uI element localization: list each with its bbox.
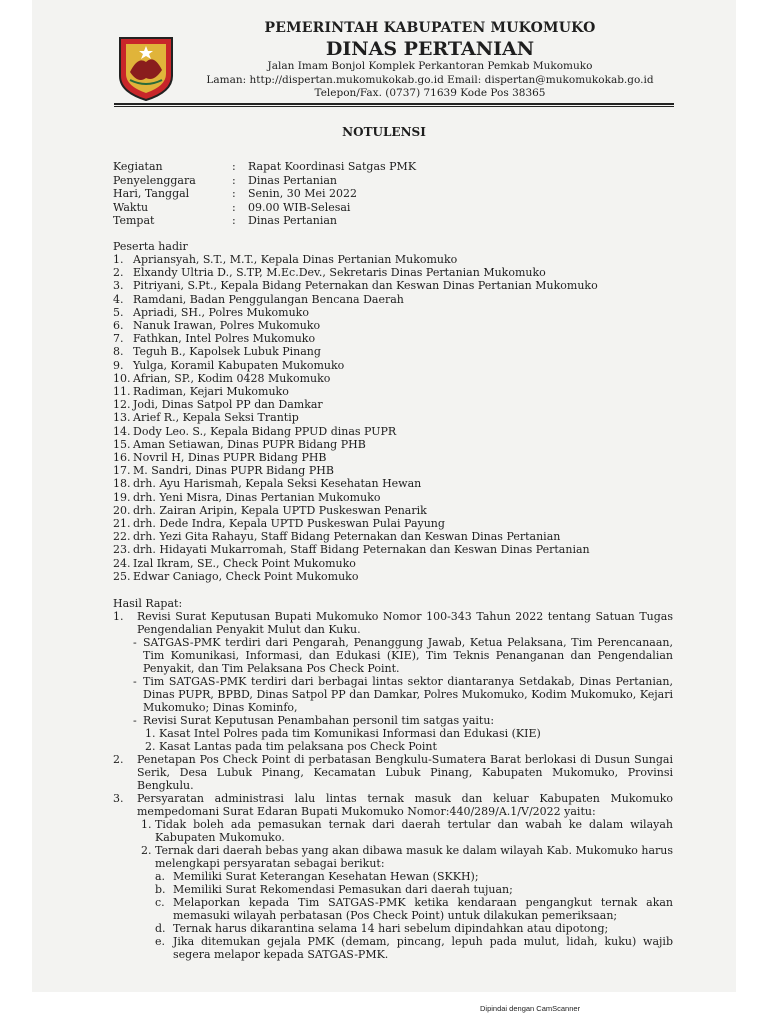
requirements-list: [113, 870, 673, 961]
participant-item: 25. Edwar Caniago, Check Point Mukomuko: [113, 569, 359, 583]
meeting-info: [113, 160, 416, 228]
participant-item: 17. M. Sandri, Dinas PUPR Bidang PHB: [113, 464, 334, 478]
address-line: Jalan Imam Bonjol Komplek Perkantoran Pemkab Mukomuko: [267, 60, 593, 72]
result-sub-item: 1. Tidak boleh ada pemasukan ternak dari daerah tertular dan wabah ke dalam wilayah Kabupaten Mukomuko.: [141, 818, 673, 844]
result-sub-item: 2. Ternak dari daerah bebas yang akan dibawa masuk ke dalam wilayah Kab. Mukomuko harus melengkapi persyaratan sebagai berikut:: [141, 844, 674, 870]
website-email-line: Laman: http://dispertan.mukomukokab.go.id Email: dispertan@mukomukokab.go.id: [206, 74, 654, 86]
info-value: 09.00 WIB-Selesai: [248, 200, 351, 214]
info-key: Kegiatan: [113, 160, 163, 173]
participants-label: Peserta hadir: [113, 240, 188, 253]
info-row: Tempat : Dinas Pertanian: [113, 214, 338, 227]
participant-item: 1. Apriansyah, S.T., M.T., Kepala Dinas Pertanian Mukomuko: [113, 253, 458, 266]
result-bullet: - SATGAS-PMK terdiri dari Pengarah, Penanggung Jawab, Ketua Pelaksana, Tim Perencanaan, Tim Komunikasi, Informasi, dan Edukasi (KIE), Tim Teknis Penanganan dan Pengendalian Penyakit, dan Tim Pelaksana Pos Check Point.: [133, 636, 673, 675]
participant-item: 18. drh. Ayu Harismah, Kepala Seksi Kesehatan Hewan: [113, 477, 422, 491]
document-title: NOTULENSI: [342, 125, 426, 139]
participant-item: 3. Pitriyani, S.Pt., Kepala Bidang Peternakan dan Keswan Dinas Pertanian Mukomuko: [113, 279, 598, 293]
participant-item: 9. Yulga, Koramil Kabupaten Mukomuko: [113, 358, 345, 372]
result-sub-item: 2. Kasat Lantas pada tim pelaksana pos Check Point: [145, 740, 437, 753]
participant-item: 21. drh. Dede Indra, Kepala UPTD Puskeswan Pulai Payung: [113, 517, 445, 531]
requirement-item: e. Jika ditemukan gejala PMK (demam, pincang, lepuh pada mulut, lidah, kuku) wajib segera melapor kepada SATGAS-PMK.: [155, 935, 673, 961]
info-key: Waktu: [113, 200, 149, 214]
participant-item: 24. Izal Ikram, SE., Check Point Mukomuko: [113, 556, 356, 570]
participant-item: 14. Dody Leo. S., Kepala Bidang PPUD dinas PUPR: [113, 424, 397, 438]
participant-item: 2. Elxandy Ultria D., S.TP, M.Ec.Dev., Sekretaris Dinas Pertanian Mukomuko: [113, 266, 546, 280]
info-key: Tempat: [113, 214, 155, 227]
result-bullet: - Revisi Surat Keputusan Penambahan personil tim satgas yaitu:: [133, 714, 495, 727]
info-value: Dinas Pertanian: [248, 214, 338, 227]
result-item-1: 1. Revisi Surat Keputusan Bupati Mukomuko Nomor 100-343 Tahun 2022 tentang Satuan Tugas Pengendalian Penyakit Mulut dan Kuku.: [113, 610, 673, 636]
info-row: Kegiatan : Rapat Koordinasi Satgas PMK: [113, 160, 417, 173]
participant-item: 11. Radiman, Kejari Mukomuko: [113, 385, 289, 399]
participant-item: 5. Apriadi, SH., Polres Mukomuko: [113, 305, 309, 319]
participant-item: 23. drh. Hidayati Mukarromah, Staff Bidang Peternakan dan Keswan Dinas Pertanian: [113, 543, 590, 557]
scanner-watermark: Dipindai dengan CamScanner: [480, 1004, 581, 1013]
participant-item: 19. drh. Yeni Misra, Dinas Pertanian Mukomuko: [113, 490, 381, 504]
government-name: PEMERINTAH KABUPATEN MUKOMUKO: [264, 20, 596, 36]
result-sub-item: 1. Kasat Intel Polres pada tim Komunikasi Informasi dan Edukasi (KIE): [145, 727, 541, 740]
participant-item: 6. Nanuk Irawan, Polres Mukomuko: [113, 319, 321, 333]
info-value: Rapat Koordinasi Satgas PMK: [248, 160, 417, 173]
header-divider-thick: [114, 103, 674, 105]
meeting-results: [113, 597, 673, 961]
participant-item: 13. Arief R., Kepala Seksi Trantip: [113, 411, 299, 425]
requirement-item: c. Melaporkan kepada Tim SATGAS-PMK ketika kendaraan pengangkut ternak akan memasuki wilayah perbatasan (Pos Check Point) untuk dilakukan pemeriksaan;: [155, 896, 673, 922]
results-label: Hasil Rapat:: [113, 597, 183, 610]
participant-item: 12. Jodi, Dinas Satpol PP dan Damkar: [113, 398, 323, 412]
header-divider-thin: [114, 106, 674, 107]
agency-name: DINAS PERTANIAN: [325, 38, 535, 60]
participant-item: 8. Teguh B., Kapolsek Lubuk Pinang: [113, 345, 321, 359]
result-bullet: - Tim SATGAS-PMK terdiri dari berbagai lintas sektor diantaranya Setdakab, Dinas Pertanian, Dinas PUPR, BPBD, Dinas Satpol PP dan Damkar, Polres Mukomuko, Kodim Mukomuko, Kejari Mukomuko; Dinas Kominfo,: [133, 675, 673, 714]
participants-list: [113, 253, 598, 583]
result-item-2: 2. Penetapan Pos Check Point di perbatasan Bengkulu-Sumatera Barat berlokasi di Dusun Sungai Serik, Desa Lubuk Pinang, Kecamatan Lubuk Pinang, Kabupaten Mukomuko, Provinsi Bengkulu.: [113, 753, 673, 792]
participant-item: 7. Fathkan, Intel Polres Mukomuko: [113, 332, 316, 346]
participant-item: 16. Novril H, Dinas PUPR Bidang PHB: [113, 451, 327, 465]
participant-item: 20. drh. Zairan Aripin, Kepala UPTD Puskeswan Penarik: [113, 503, 427, 517]
participant-item: 10. Afrian, SP., Kodim 0428 Mukomuko: [113, 371, 331, 385]
info-row: Hari, Tanggal : Senin, 30 Mei 2022: [113, 187, 358, 200]
participant-item: 22. drh. Yezi Gita Rahayu, Staff Bidang Peternakan dan Keswan Dinas Pertanian: [113, 530, 561, 544]
info-value: Dinas Pertanian: [248, 173, 338, 187]
info-key: Penyelenggara: [113, 173, 196, 187]
requirement-item: d. Ternak harus dikarantina selama 14 hari sebelum dipindahkan atau dipotong;: [155, 922, 609, 935]
info-key: Hari, Tanggal: [113, 187, 190, 200]
result-item-3: 3. Persyaratan administrasi lalu lintas ternak masuk dan keluar Kabupaten Mukomuko mempedomani Surat Edaran Bupati Mukomuko Nomor:440/289/A.1/V/2022 yaitu:: [113, 792, 673, 818]
requirement-item: b. Memiliki Surat Rekomendasi Pemasukan dari daerah tujuan;: [155, 883, 513, 896]
regency-emblem-logo: [114, 32, 178, 102]
participant-item: 4. Ramdani, Badan Penggulangan Bencana Daerah: [113, 292, 404, 306]
requirement-item: a. Memiliki Surat Keterangan Kesehatan Hewan (SKKH);: [155, 870, 479, 883]
participant-item: 15. Aman Setiawan, Dinas PUPR Bidang PHB: [113, 437, 366, 451]
info-row: Waktu : 09.00 WIB-Selesai: [113, 200, 351, 214]
info-row: Penyelenggara : Dinas Pertanian: [113, 173, 338, 187]
info-value: Senin, 30 Mei 2022: [248, 187, 358, 200]
phone-line: Telepon/Fax. (0737) 71639 Kode Pos 38365: [314, 87, 546, 99]
